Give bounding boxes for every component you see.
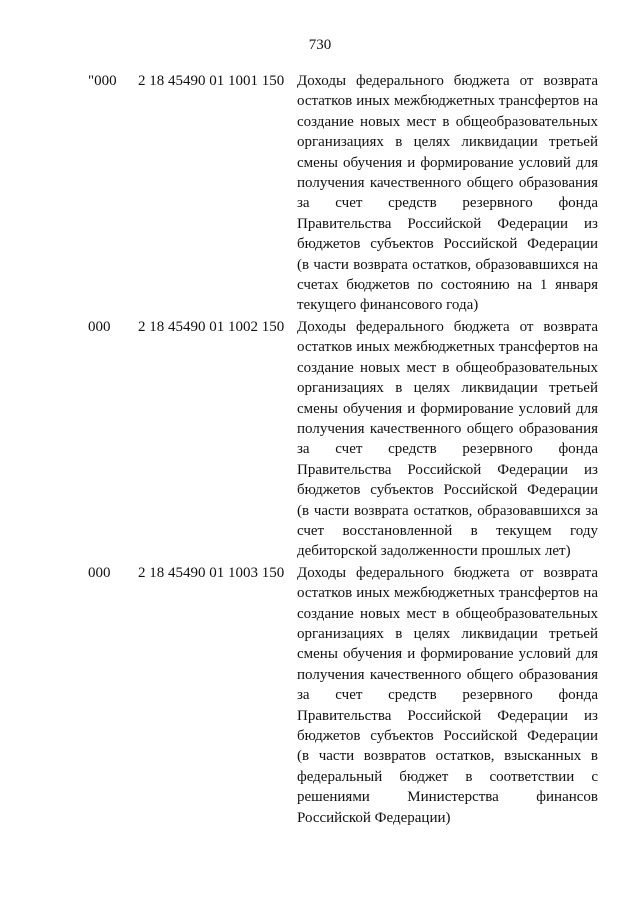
description-line: организациях в целях ликвидации третьей bbox=[297, 380, 598, 397]
description-line: бюджетов субъектов Российской Федерации bbox=[297, 728, 598, 744]
description-line: счетах бюджетов по состоянию на 1 января bbox=[297, 277, 598, 294]
description-line: за счет средств резервного фонда bbox=[297, 687, 598, 704]
description-line: остатков иных межбюджетных трансфертов на bbox=[297, 585, 598, 602]
kbk-code: 2 18 45490 01 1003 150 bbox=[138, 564, 285, 581]
description-line: (в части возврата остатков, образовавшихся за bbox=[297, 502, 598, 519]
description-line: федеральный бюджет в соответствии с bbox=[297, 768, 598, 785]
description-line: получения качественного общего образования bbox=[297, 175, 598, 192]
description-line: остатков иных межбюджетных трансфертов на bbox=[297, 339, 598, 356]
description-line: смены обучения и формирование условий для bbox=[297, 646, 598, 663]
description-line: Доходы федерального бюджета от возврата bbox=[297, 318, 598, 335]
description-line: за счет средств резервного фонда bbox=[297, 441, 598, 458]
description-line: создание новых мест в общеобразовательных bbox=[297, 113, 598, 130]
description-line: смены обучения и формирование условий для bbox=[297, 400, 598, 417]
page-number: 730 bbox=[308, 37, 332, 53]
description-line: создание новых мест в общеобразовательных bbox=[297, 359, 598, 376]
kbk-code: 2 18 45490 01 1002 150 bbox=[138, 318, 285, 335]
admin-code: 000 bbox=[88, 564, 111, 581]
description-line: получения качественного общего образования bbox=[297, 420, 598, 437]
description-line: текущего финансового года) bbox=[297, 297, 479, 314]
description-line: Доходы федерального бюджета от возврата bbox=[297, 73, 598, 89]
description-line: Правительства Российской Федерации из bbox=[297, 215, 598, 232]
entry-description bbox=[297, 563, 598, 828]
description-line: дебиторской задолженности прошлых лет) bbox=[297, 543, 571, 560]
description-line: (в части возврата остатков, образовавшихся на bbox=[297, 256, 598, 273]
description-line: получения качественного общего образования bbox=[297, 666, 598, 683]
description-line: (в части возвратов остатков, взысканных в bbox=[297, 748, 598, 765]
description-line: Правительства Российской Федерации из bbox=[297, 461, 598, 478]
description-line: организациях в целях ликвидации третьей bbox=[297, 134, 598, 151]
description-line: Правительства Российской Федерации из bbox=[297, 707, 598, 724]
entry-description bbox=[297, 71, 598, 316]
budget-code-list bbox=[0, 71, 640, 829]
description-line: счет восстановленной в текущем году bbox=[297, 522, 598, 539]
admin-code: 000 bbox=[88, 318, 111, 335]
entry-description bbox=[297, 317, 598, 562]
description-line: создание новых мест в общеобразовательных bbox=[297, 605, 598, 622]
description-line: смены обучения и формирование условий для bbox=[297, 154, 598, 171]
description-line: остатков иных межбюджетных трансфертов на bbox=[297, 93, 598, 110]
description-line: Российской Федерации) bbox=[297, 809, 451, 826]
description-line: бюджетов субъектов Российской Федерации bbox=[297, 236, 598, 253]
description-line: бюджетов субъектов Российской Федерации bbox=[297, 482, 598, 499]
budget-entry bbox=[0, 563, 640, 828]
description-line: Доходы федерального бюджета от возврата bbox=[297, 564, 598, 581]
description-line: решениями Министерства финансов bbox=[297, 789, 598, 806]
description-line: за счет средств резервного фонда bbox=[297, 195, 598, 212]
kbk-code: 2 18 45490 01 1001 150 bbox=[138, 73, 285, 89]
budget-entry bbox=[0, 71, 640, 316]
budget-entry bbox=[0, 317, 640, 562]
description-line: организациях в целях ликвидации третьей bbox=[297, 625, 598, 642]
admin-code: "000 bbox=[88, 73, 117, 89]
